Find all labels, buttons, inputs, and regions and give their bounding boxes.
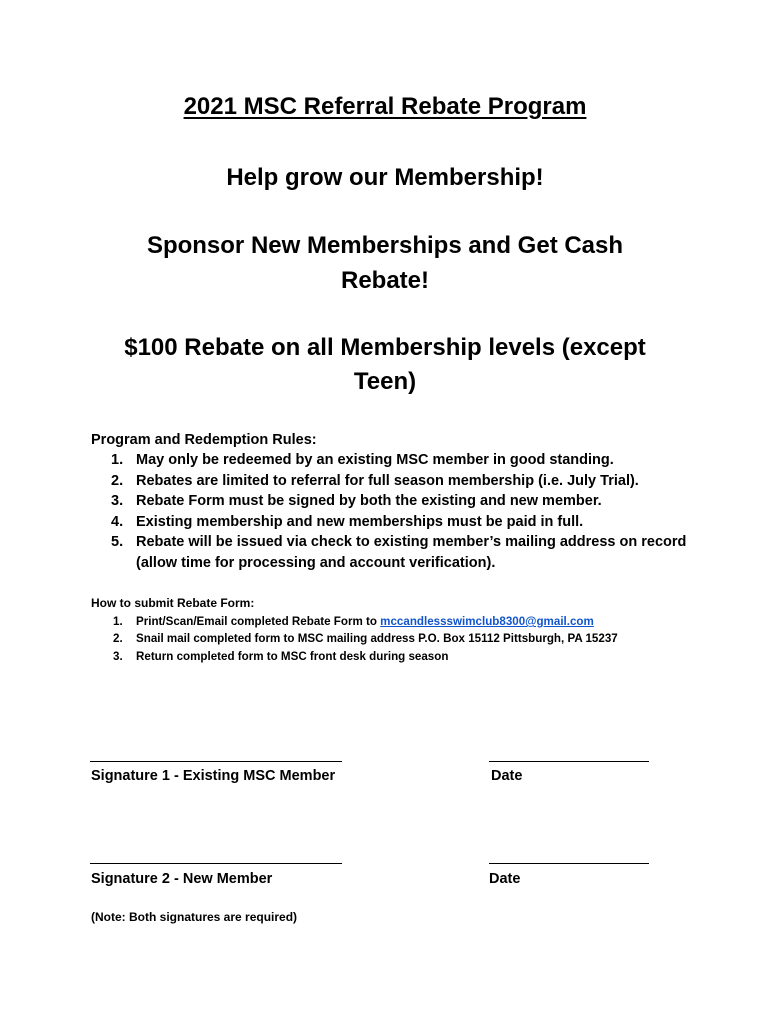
rules-heading: Program and Redemption Rules: bbox=[91, 432, 317, 448]
sponsor-heading: Sponsor New Memberships and Get Cash Rebate! bbox=[146, 232, 624, 294]
signature-1-line[interactable] bbox=[90, 761, 342, 762]
rule-text: Rebate will be issued via check to existing member’s mailing address on record (allow time for processing and account verification). bbox=[136, 534, 687, 571]
rule-item bbox=[91, 532, 691, 573]
date-2-line[interactable] bbox=[489, 863, 649, 864]
date-1-line[interactable] bbox=[489, 761, 649, 762]
rule-item bbox=[91, 491, 691, 512]
submit-heading: How to submit Rebate Form: bbox=[91, 596, 255, 610]
signature-note: (Note: Both signatures are required) bbox=[91, 910, 298, 924]
rule-text: May only be redeemed by an existing MSC member in good standing. bbox=[136, 452, 614, 468]
submit-item bbox=[91, 630, 711, 647]
rule-text: Rebates are limited to referral for full season membership (i.e. July Trial). bbox=[136, 472, 639, 489]
submit-number: 1. bbox=[113, 615, 123, 628]
rule-number: 3. bbox=[111, 493, 124, 510]
submit-text: Print/Scan/Email completed Rebate Form to bbox=[136, 615, 381, 628]
submit-item bbox=[91, 648, 711, 665]
date-2-label: Date bbox=[489, 871, 521, 887]
rule-item bbox=[91, 450, 691, 471]
rule-number: 2. bbox=[111, 472, 124, 489]
page-title: 2021 MSC Referral Rebate Program bbox=[183, 93, 587, 120]
subtitle: Help grow our Membership! bbox=[226, 164, 544, 191]
submit-number: 3. bbox=[113, 649, 123, 663]
submit-list bbox=[91, 613, 711, 665]
date-1-label: Date bbox=[491, 768, 523, 784]
submit-text: Snail mail completed form to MSC mailing address P.O. Box 15112 Pittsburgh, PA 15237 bbox=[136, 632, 618, 646]
submit-number: 2. bbox=[113, 632, 123, 646]
rule-item bbox=[91, 512, 691, 533]
submit-item bbox=[91, 613, 711, 630]
signature-2-line[interactable] bbox=[90, 863, 342, 864]
rule-number: 1. bbox=[111, 452, 124, 468]
signature-2-label: Signature 2 - New Member bbox=[91, 871, 273, 887]
email-link[interactable]: mccandlessswimclub8300@gmail.com bbox=[380, 615, 594, 628]
rule-text: Existing membership and new memberships must be paid in full. bbox=[136, 513, 584, 530]
submit-text: Return completed form to MSC front desk during season bbox=[136, 649, 449, 663]
rule-item bbox=[91, 471, 691, 492]
rebate-heading: $100 Rebate on all Membership levels (except Teen) bbox=[124, 334, 646, 395]
signature-1-label: Signature 1 - Existing MSC Member bbox=[91, 768, 336, 784]
rule-number: 5. bbox=[111, 534, 124, 551]
rules-list bbox=[91, 450, 691, 574]
rule-number: 4. bbox=[111, 513, 124, 530]
rule-text: Rebate Form must be signed by both the existing and new member. bbox=[136, 493, 602, 510]
